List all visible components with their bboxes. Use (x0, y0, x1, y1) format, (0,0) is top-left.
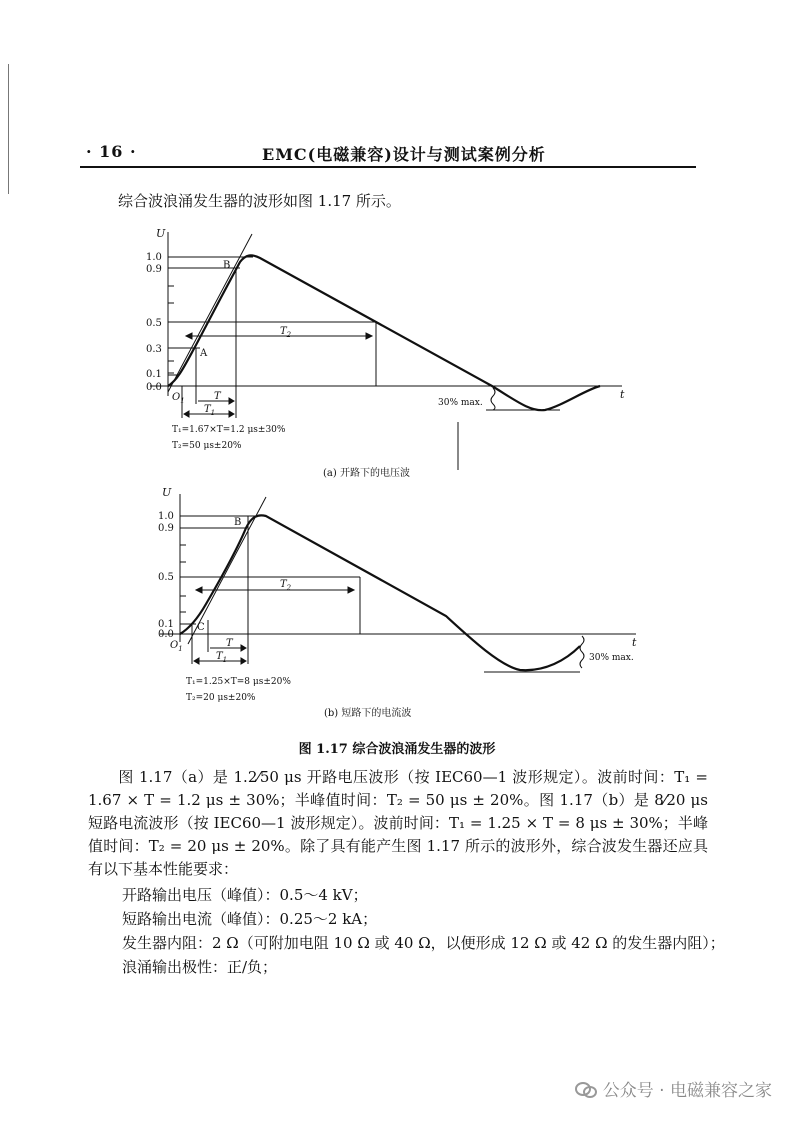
fig-a-point-a: A (200, 348, 208, 359)
fig-a-caption: (a) 开路下的电压波 (323, 468, 410, 479)
fig-a-tick: 0.1 (146, 369, 162, 380)
fig-b-origin: $O_1$ (170, 640, 183, 653)
fig-b-tick: 1.0 (158, 511, 174, 522)
fig-b-tick: 0.5 (158, 572, 174, 583)
fig-b-formula-t2: T₂=20 μs±20% (186, 693, 256, 703)
requirement-item: 浪涌输出极性：正/负； (122, 958, 278, 976)
intro-text: 综合波浪涌发生器的波形如图 1.17 所示。 (118, 192, 401, 210)
fig-b-point-c: C (197, 622, 205, 633)
fig-b-x-label: t (632, 636, 637, 649)
fig-a-tick: 0.0 (146, 382, 162, 393)
fig-b-tick: 0.0 (158, 629, 174, 640)
fig-b-caption: (b) 短路下的电流波 (324, 708, 412, 719)
fig-b-tick: 0.9 (158, 523, 174, 534)
requirement-item: 开路输出电压（峰值）：0.5～4 kV； (122, 886, 368, 904)
fig-a-tick: 0.9 (146, 264, 162, 275)
fig-a-t1-label: $T_1$ (204, 404, 216, 417)
requirement-item: 短路输出电流（峰值）：0.25～2 kA； (122, 910, 378, 928)
requirement-item: 发生器内阻：2 Ω（可附加电阻 10 Ω 或 40 Ω，以便形成 12 Ω 或 42 Ω 的发生器内阻）； (122, 934, 725, 952)
fig-a-tick: 0.5 (146, 318, 162, 329)
body-paragraph (88, 766, 708, 881)
fig-a-tick: 0.3 (146, 344, 162, 355)
fig-b-tick: 0.1 (158, 619, 174, 630)
fig-b-30pct-note: 30% max. (589, 653, 634, 663)
figure-caption: 图 1.17 综合波浪涌发生器的波形 (298, 742, 496, 757)
fig-b-y-label: U (162, 486, 172, 499)
watermark (575, 1076, 772, 1101)
fig-b-formula-t1: T₁=1.25×T=8 μs±20% (186, 677, 291, 687)
watermark-text: 公众号 · 电磁兼容之家 (602, 1081, 772, 1101)
book-title: EMC(电磁兼容)设计与测试案例分析 (262, 145, 546, 164)
fig-a-formula-t1: T₁=1.67×T=1.2 μs±30% (172, 425, 286, 435)
fig-b-t-label: T (226, 638, 233, 649)
fig-a-y-label: U (156, 227, 166, 240)
fig-a-30pct-note: 30% max. (438, 398, 483, 408)
fig-b-point-b: B (234, 517, 242, 528)
fig-a-t2-label: $T_2$ (280, 326, 292, 339)
page-number: · 16 · (86, 142, 137, 161)
fig-b-t1-label: $T_1$ (216, 651, 228, 664)
paragraph-text: 图 1.17（a）是 1.2⁄50 μs 开路电压波形（按 IEC60—1 波形规定）。波前时间：T₁ = 1.67 × T = 1.2 μs ± 30%；半峰值时间：T₂ = 50 μs ± 20%。图 1.17（b）是 8⁄20 μs 短路电流波形（按 IEC60—1 波形规定）。波前时间：T₁ = 1.25 × T = 8 μs ± 30%；半峰值时间：T₂ = 20 μs ± 20%。除了具有能产生图 1.17 所示的波形外，综合波发生器还应具有以下基本性能要求： (88, 768, 708, 878)
wechat-icon (575, 1080, 597, 1098)
fig-a-x-label: t (620, 388, 625, 401)
fig-a-t-label: T (214, 391, 221, 402)
fig-a-point-b: B (223, 260, 231, 271)
fig-a-tick: 1.0 (146, 252, 162, 263)
fig-a-formula-t2: T₂=50 μs±20% (172, 441, 242, 451)
fig-b-t2-label: $T_2$ (280, 579, 292, 592)
fig-a-origin: $O_1$ (172, 392, 185, 405)
